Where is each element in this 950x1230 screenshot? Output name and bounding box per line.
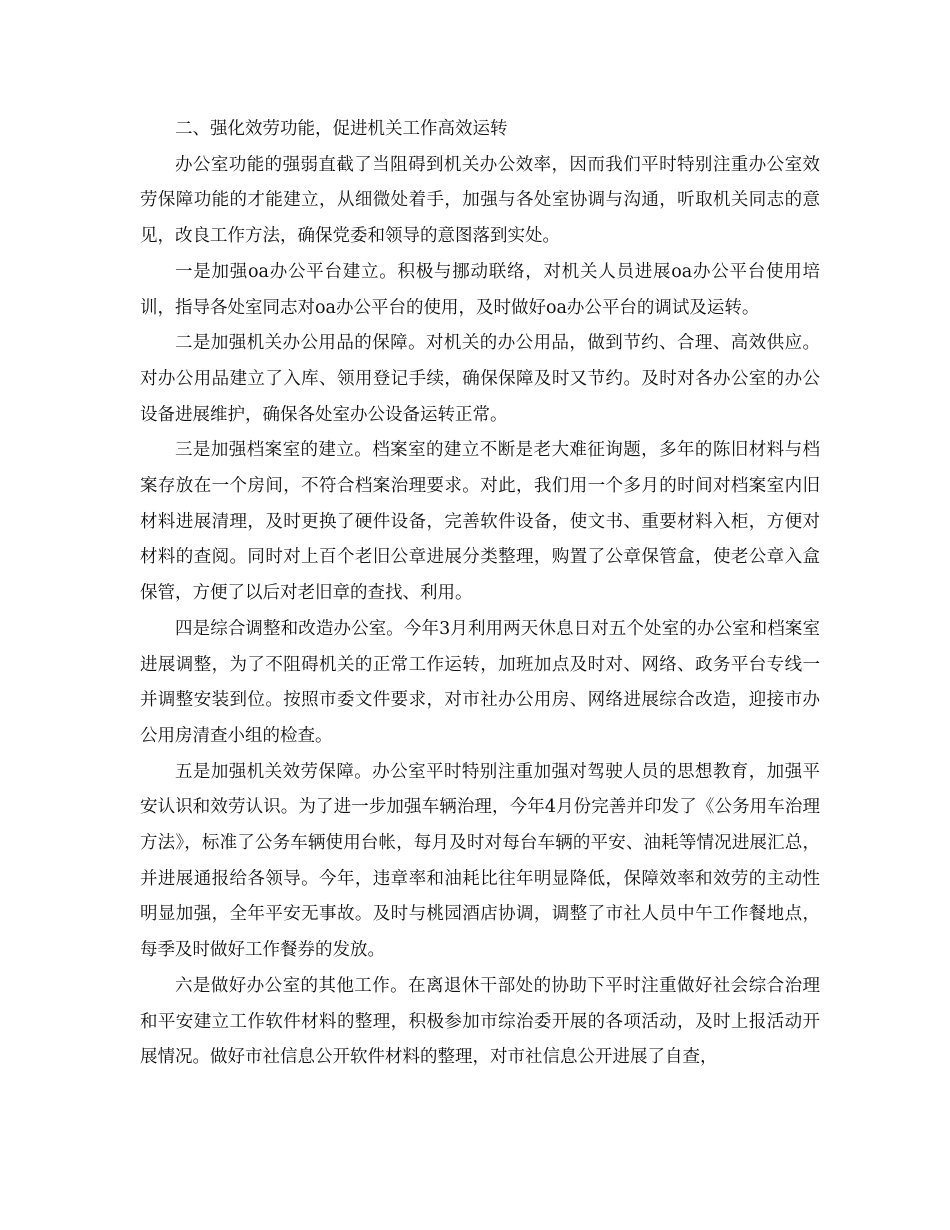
paragraph-intro: 办公室功能的强弱直截了当阻碍到机关办公效率，因而我们平时特别注重办公室效劳保障功能的才能建立，从细微处着手，加强与各处室协调与沟通，听取机关同志的意见，改良工作方法，确保党委和领导的意图落到实处。	[140, 154, 820, 247]
paragraph-item-3: 三是加强档案室的建立。档案室的建立不断是老大难征询题，多年的陈旧材料与档案存放在一个房间，不符合档案治理要求。对此，我们用一个多月的时间对档案室内旧材料进展清理，及时更换了硬件设备，完善软件设备，使文书、重要材料入柜，方便对材料的查阅。同时对上百个老旧公章进展分类整理，购置了公章保管盒，使老公章入盒保管，方便了以后对老旧章的查找、利用。	[140, 440, 820, 604]
paragraph-item-1: 一是加强oa办公平台建立。积极与挪动联络，对机关人员进展oa办公平台使用培训，指导各处室同志对oa办公平台的使用，及时做好oa办公平台的调试及运转。	[140, 261, 820, 318]
paragraph-item-4: 四是综合调整和改造办公室。今年3月利用两天休息日对五个处室的办公室和档案室进展调整，为了不阻碍机关的正常工作运转，加班加点及时对、网络、政务平台专线一并调整安装到位。按照市委文件要求，对市社办公用房、网络进展综合改造，迎接市办公用房清查小组的检查。	[140, 618, 820, 746]
section-heading: 二、强化效劳功能，促进机关工作高效运转	[175, 119, 508, 139]
paragraph-item-5: 五是加强机关效劳保障。办公室平时特别注重加强对驾驶人员的思想教育，加强平安认识和效劳认识。为了进一步加强车辆治理，今年4月份完善并印发了《公务用车治理方法》，标准了公务车辆使用台帐，每月及时对每台车辆的平安、油耗等情况进展汇总，并进展通报给各领导。今年，违章率和油耗比往年明显降低，保障效率和效劳的主动性明显加强，全年平安无事故。及时与桃园酒店协调，调整了市社人员中午工作餐地点，每季及时做好工作餐券的发放。	[140, 761, 820, 961]
paragraph-item-6: 六是做好办公室的其他工作。在离退休干部处的协助下平时注重做好社会综合治理和平安建立工作软件材料的整理，积极参加市综治委开展的各项活动，及时上报活动开展情况。做好市社信息公开软件材料的整理，对市社信息公开进展了自查，	[140, 975, 820, 1068]
document-body	[140, 112, 820, 1076]
paragraph-item-2: 二是加强机关办公用品的保障。对机关的办公用品，做到节约、合理、高效供应。对办公用品建立了入库、领用登记手续，确保保障及时又节约。及时对各办公室的办公设备进展维护，确保各处室办公设备运转正常。	[140, 333, 820, 425]
